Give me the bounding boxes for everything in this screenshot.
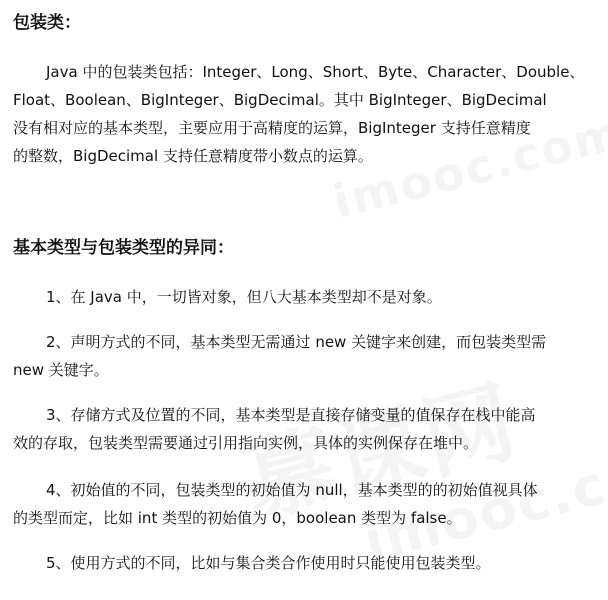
section-heading-wrapper-classes: 包装类： — [13, 13, 81, 33]
paragraph-line: Float、Boolean、BigInteger、BigDecimal。其中 BigInteger、BigDecimal — [13, 91, 547, 109]
paragraph-line: 没有相对应的基本类型，主要应用于高精度的运算，BigInteger 支持任意精度 — [13, 119, 531, 137]
paragraph-line: Java 中的包装类包括：Integer、Long、Short、Byte、Character、Double、 — [46, 63, 585, 81]
wrapper-classes-paragraph — [13, 58, 593, 170]
list-item-line: 4、初始值的不同，包装类型的初始值为 null，基本类型的的初始值视具体 — [46, 481, 538, 499]
section-heading-differences: 基本类型与包装类型的异同： — [13, 238, 234, 258]
list-item — [13, 328, 593, 384]
list-item-line: 5、使用方式的不同，比如与集合类合作使用时只能使用包装类型。 — [46, 554, 491, 572]
list-item — [13, 476, 593, 532]
paragraph-line: 的整数，BigDecimal 支持任意精度带小数点的运算。 — [13, 147, 373, 165]
list-item-line: 效的存取，包装类型需要通过引用指向实例，具体的实例保存在堆中。 — [13, 434, 479, 452]
list-item-line: 2、声明方式的不同，基本类型无需通过 new 关键字来创建，而包装类型需 — [46, 333, 547, 351]
list-item — [13, 401, 593, 457]
list-item-line: 的类型而定，比如 int 类型的初始值为 0，boolean 类型为 false。 — [13, 509, 462, 527]
list-item — [13, 549, 593, 577]
list-item — [13, 283, 593, 311]
list-item-line: new 关键字。 — [13, 361, 109, 379]
list-item-line: 3、存储方式及位置的不同，基本类型是直接存储变量的值保存在栈中能高 — [46, 406, 536, 424]
list-item-line: 1、在 Java 中，一切皆对象，但八大基本类型却不是对象。 — [46, 288, 442, 306]
